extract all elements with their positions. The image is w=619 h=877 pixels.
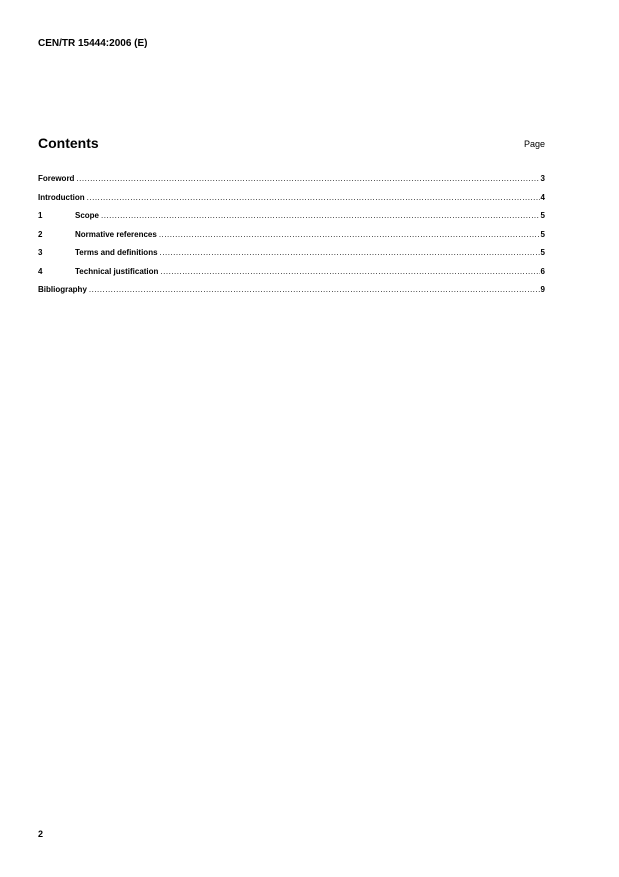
toc-entry-page: 4 <box>540 192 545 202</box>
toc-entry-technical-justification[interactable] <box>38 267 545 286</box>
toc-dot-leader <box>159 230 540 239</box>
toc-entry-foreword[interactable] <box>38 174 545 193</box>
page-column-label: Page <box>523 139 545 149</box>
toc-entry-number: 1 <box>38 211 43 220</box>
toc-entry-page: 3 <box>540 174 545 183</box>
toc-entry-title: Normative references <box>75 229 157 239</box>
toc-entry-title: Scope <box>75 211 100 220</box>
toc-entry-title: Foreword <box>38 174 75 183</box>
toc-entry-title: Bibliography <box>38 285 87 294</box>
toc-entry-introduction[interactable] <box>38 193 545 212</box>
toc-entry-bibliography[interactable] <box>38 285 545 304</box>
toc-entry-title: Technical justification <box>75 266 159 276</box>
document-id-header: CEN/TR 15444:2006 (E) <box>38 38 148 49</box>
contents-title: Contents <box>38 135 99 151</box>
toc-dot-leader <box>87 193 540 202</box>
toc-dot-leader <box>89 285 540 294</box>
toc-entry-page: 5 <box>540 248 545 257</box>
contents-header <box>38 135 545 155</box>
toc-entry-number: 3 <box>38 248 43 257</box>
toc-entry-title: Terms and definitions <box>75 248 158 257</box>
toc-entry-scope[interactable] <box>38 211 545 230</box>
page-number: 2 <box>38 829 44 839</box>
toc-entry-terms-and-definitions[interactable] <box>38 248 545 267</box>
toc-entry-number: 4 <box>38 266 43 276</box>
toc-dot-leader <box>160 248 540 257</box>
toc-entry-page: 5 <box>540 229 545 239</box>
toc-dot-leader <box>76 174 539 183</box>
toc-entry-page: 5 <box>540 211 545 220</box>
toc-dot-leader <box>160 267 539 276</box>
toc-entry-title: Introduction <box>38 192 85 202</box>
toc-dot-leader <box>101 211 540 220</box>
toc-entry-page: 9 <box>540 285 545 294</box>
toc-entry-page: 6 <box>540 266 545 276</box>
toc-entry-normative-references[interactable] <box>38 230 545 249</box>
table-of-contents <box>38 174 545 304</box>
toc-entry-number: 2 <box>38 229 43 239</box>
